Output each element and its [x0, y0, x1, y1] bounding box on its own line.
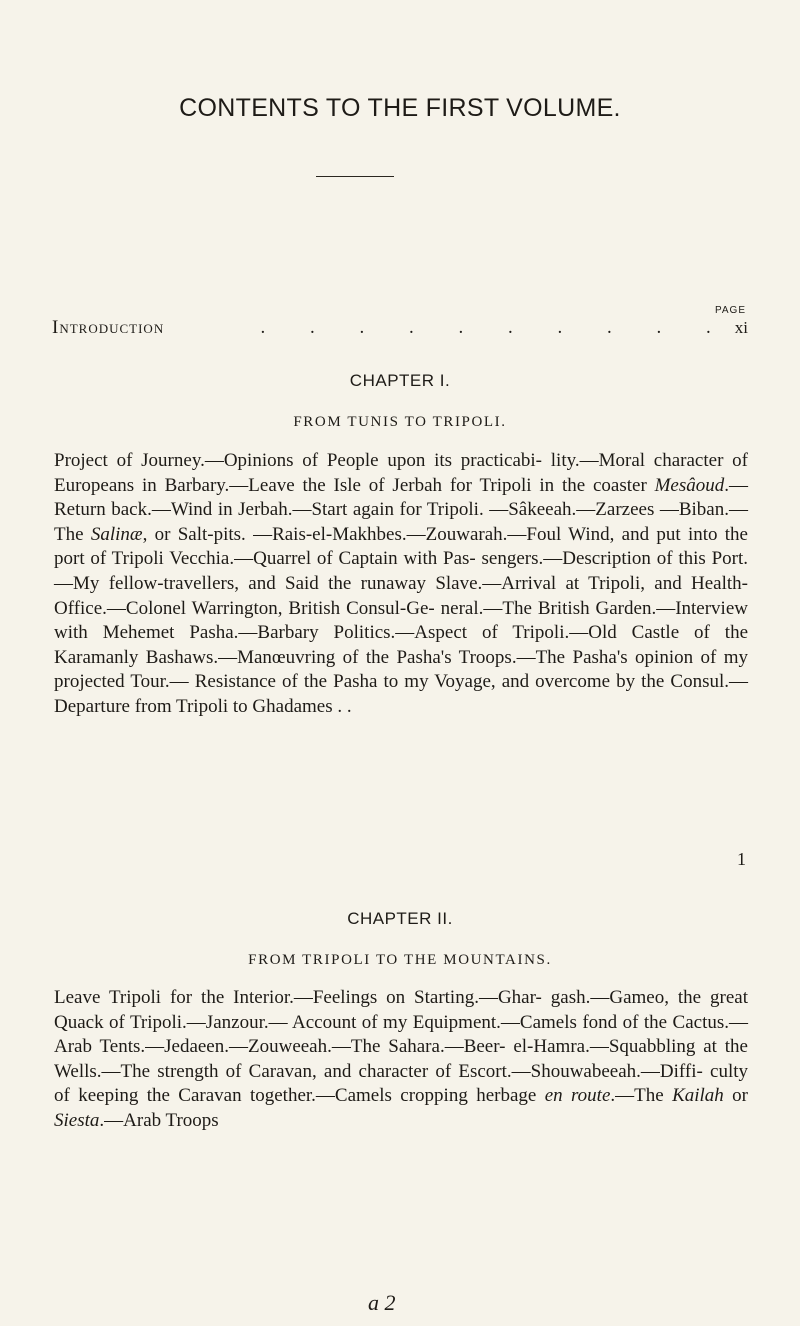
introduction-label: Introduction [52, 317, 165, 338]
chapter-1-heading: CHAPTER I. [349, 371, 451, 390]
chapter-2-summary: Leave Tripoli for the Interior.—Feelings on Starting.—Ghar- gash.—Gameo, the great Quack of Tripoli.—Janzour.— Account of my Equipment.—Camels fond of the Cactus.— Arab Tents.—Jedaeen.—Zouweeah.—The Sahara.—Beer- el-Hamra.—Squabbling at the Wells.—The strength of Caravan, and character of Escort.—Shouwabeeah.—Diffi- culty of keeping the Caravan together.—Camels cropping herbage en route.—The Kailah or Siesta.—Arab Troops [54, 987, 749, 1131]
chapter-1-subtitle: FROM TUNIS TO TRIPOLI. [293, 414, 507, 430]
introduction-entry[interactable] [52, 317, 748, 339]
chapter-2-subtitle: FROM TRIPOLI TO THE MOUNTAINS. [248, 952, 552, 968]
chapter-1-page-number: 1 [737, 849, 746, 869]
title-rule [316, 176, 394, 177]
page-title: CONTENTS TO THE FIRST VOLUME. [179, 94, 621, 122]
leader-dots: . . . . . . . . . . [260, 317, 731, 338]
page-column-label: PAGE [714, 305, 746, 316]
introduction-page-number: xi [734, 318, 748, 337]
signature-mark: a 2 [368, 1290, 396, 1315]
chapter-1-summary: Project of Journey.—Opinions of People upon its practicabi- lity.—Moral character of Europeans in Barbary.—Leave the Isle of Jerbah for Tripoli in the coaster Mesâoud.— Return back.—Wind in Jerbah.—Start again for Tripoli. —Sâkeeah.—Zarzees —Biban.—The Salinæ, or Salt-pits. —Rais-el-Makhbes.—Zouwarah.—Foul Wind, and put into the port of Tripoli Vecchia.—Quarrel of Captain with Pas- sengers.—Description of this Port.—My fellow-travellers, and Said the runaway Slave.—Arrival at Tripoli, and Health-Office.—Colonel Warrington, British Consul-Ge- neral.—The British Garden.—Interview with Mehemet Pasha.—Barbary Politics.—Aspect of Tripoli.—Old Castle of the Karamanly Bashaws.—Manœuvring of the Pasha's Troops.—The Pasha's opinion of my projected Tour.— Resistance of the Pasha to my Voyage, and overcome by the Consul.—Departure from Tripoli to Ghadames . . [54, 450, 748, 717]
chapter-2-heading: CHAPTER II. [347, 909, 453, 928]
